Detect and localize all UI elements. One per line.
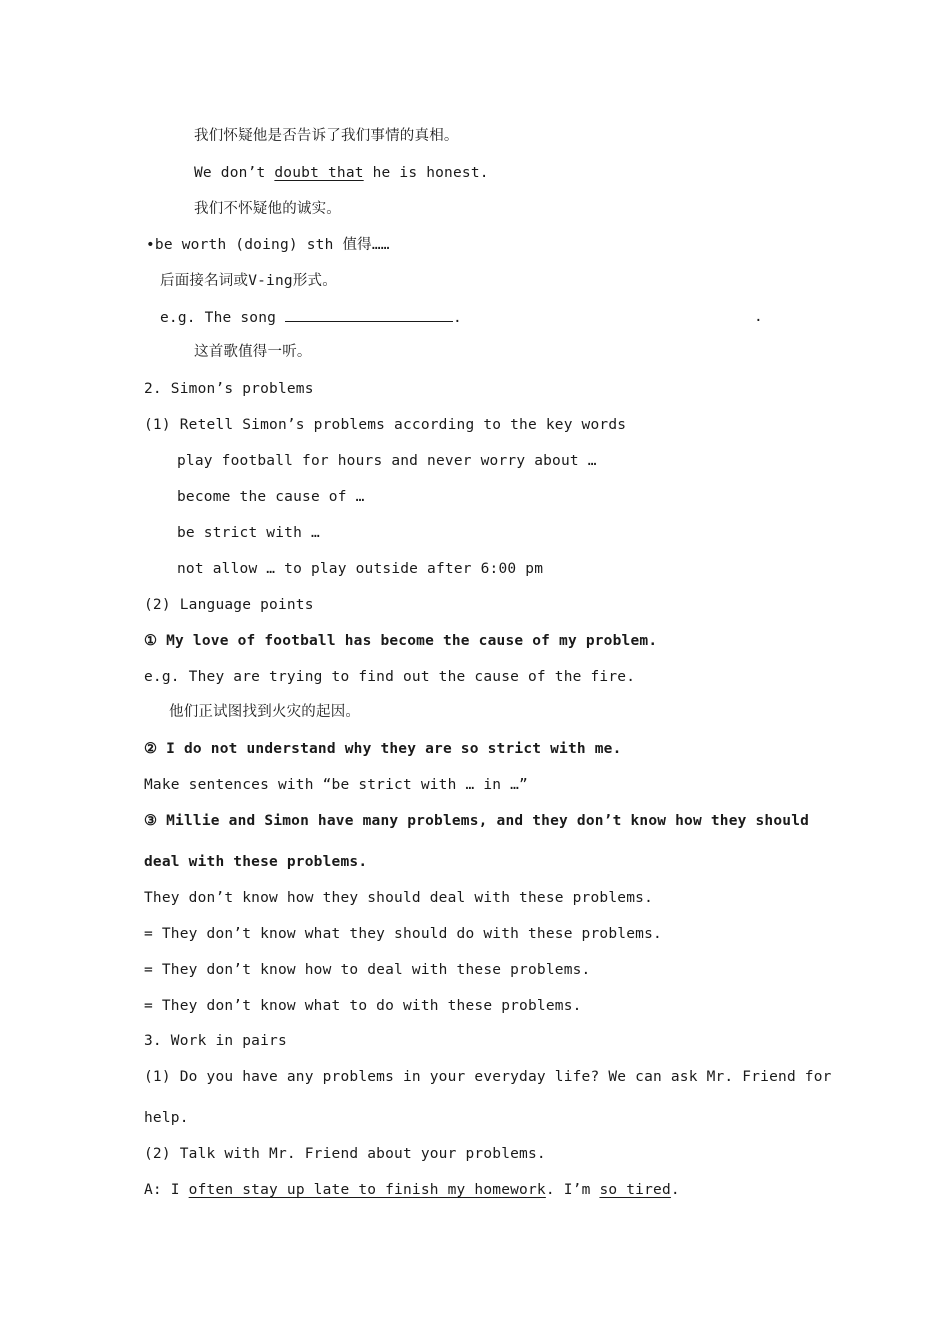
language-point-3-line-1: ③ Millie and Simon have many problems, and they don’t know how they should <box>144 813 810 829</box>
worth-usage-note: 后面接名词或V-ing形式。 <box>160 273 337 289</box>
language-point-1: ① My love of football has become the cause of my problem. <box>144 633 658 649</box>
pair-question-1-line-2: help. <box>144 1110 189 1126</box>
pair-question-2: (2) Talk with Mr. Friend about your problems. <box>144 1146 546 1162</box>
keyword-item: become the cause of … <box>177 489 365 505</box>
worth-example-trailing-dot: . <box>754 309 763 325</box>
worth-example <box>160 307 462 328</box>
keyword-item: not allow … to play outside after 6:00 pm <box>177 561 544 577</box>
dialog-line-a <box>144 1180 680 1200</box>
dialog-a-mid: . I’m <box>545 1182 600 1198</box>
language-points-title: (2) Language points <box>144 597 314 613</box>
dialog-a-post: . <box>670 1182 680 1198</box>
equivalent-sentence: They don’t know how they should deal with these problems. <box>144 890 653 906</box>
section-3-title: 3. Work in pairs <box>144 1033 287 1049</box>
example-fire: e.g. They are trying to find out the cause of the fire. <box>144 669 636 685</box>
cn-translation-suspect: 我们怀疑他是否告诉了我们事情的真相。 <box>194 128 459 144</box>
language-point-2: ② I do not understand why they are so strict with me. <box>144 741 622 757</box>
make-sentences-instruction: Make sentences with “be strict with … in …” <box>144 777 528 793</box>
worth-heading: •be worth (doing) sth 值得…… <box>146 237 390 253</box>
cn-translation-fire: 他们正试图找到火灾的起因。 <box>169 704 361 720</box>
language-point-3-line-2: deal with these problems. <box>144 854 368 870</box>
cn-translation-song: 这首歌值得一听。 <box>194 344 312 360</box>
example-doubt-sentence <box>194 163 489 183</box>
equivalent-sentence: = They don’t know what they should do with these problems. <box>144 926 662 942</box>
dialog-a-pre: A: I <box>144 1182 189 1198</box>
example-doubt-post: he is honest. <box>363 165 489 181</box>
fill-in-blank[interactable] <box>285 307 453 322</box>
section-2-title: 2. Simon’s problems <box>144 381 314 397</box>
cn-translation-not-doubt: 我们不怀疑他的诚实。 <box>194 201 341 217</box>
dialog-a-underlined-2: so tired <box>599 1182 671 1198</box>
keyword-item: play football for hours and never worry about … <box>177 453 597 469</box>
pair-question-1-line-1: (1) Do you have any problems in your everyday life? We can ask Mr. Friend for <box>144 1069 832 1085</box>
equivalent-sentence: = They don’t know how to deal with these problems. <box>144 962 591 978</box>
example-doubt-pre: We don’t <box>194 165 275 181</box>
worth-example-period: . <box>453 310 462 326</box>
retell-instruction: (1) Retell Simon’s problems according to the key words <box>144 417 627 433</box>
equivalent-sentence: = They don’t know what to do with these problems. <box>144 998 582 1014</box>
worth-example-pre: e.g. The song <box>160 310 286 326</box>
keyword-item: be strict with … <box>177 525 320 541</box>
dialog-a-underlined-1: often stay up late to finish my homework <box>188 1182 546 1198</box>
example-doubt-underlined: doubt that <box>274 165 364 181</box>
